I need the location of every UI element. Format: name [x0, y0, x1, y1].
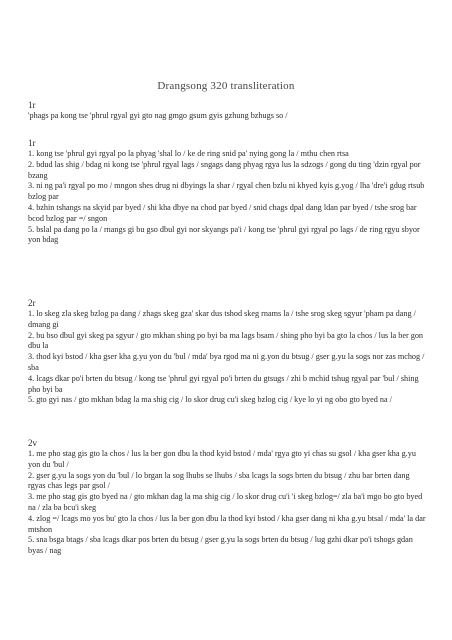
- text-line: 1. lo skeg zla skeg bzlog pa dang / zhags skeg gza' skar dus tshod skeg rnams la / tshe srog skeg sgyur 'pham pa dang / dmang gi: [28, 309, 416, 329]
- text-line: 3. thod kyi bstod / kha gser kha g.yu yon du 'bul / mda' bya rgod ma ni g.yon du btsug / gser g.yu la sogs nor zas mchog / sba: [28, 352, 425, 372]
- text-line: 5. gto gyi nas / gto mkhan bdag la ma shig cig / lo skor drug cu'i skeg bzlog cig / kye lo yi ng obo gto byed na /: [28, 395, 392, 405]
- text-line: 5. bslal pa dang po la / rnangs gi bu gso dbul gyi nor skyangs pa'i / kong tse 'phrul gyi rgyal po lags / de ring rgyu sbyor yon bdag: [28, 224, 420, 245]
- text-line: 2. bu bso dbul gyi skeg pa sgyur / gto mkhan shing po byi ba ma lags bsam / shing pho byi ba gto la chos / lus la ber gon dbu la: [28, 330, 424, 351]
- folio-label: 1r: [28, 138, 36, 148]
- text-line: 4. lcags dkar po'i brten du btsug / kong tse 'phrul gyi rgyal po'i brten du gtsugs / zhi b mchid tshug rgyal par 'bul / shing pho byi ba: [28, 373, 419, 394]
- text-line: 1. kong tse 'phrul gyi rgyal po la phyag 'shal lo / ke de ring snid pa' nying gong la / mthu chen rtsa: [28, 149, 349, 158]
- text-line: 4. zlog =/ lcags mo yos bu' gto la chos / lus la ber gon dbu la thod kyi bstod / kha gser dang ni kha g.yu btsal / mda' la dar mtshon: [28, 513, 426, 534]
- section-1r: [28, 138, 428, 246]
- text-line: 5. sna bsga btags / sba lcags dkar pos brten du btsug / gser g.yu la sogs brten du btsug / lug gzhi dkar po'i tshogs gdan byas / nag: [28, 535, 413, 556]
- section-1r-heading: [28, 100, 428, 122]
- folio-label: 2r: [28, 298, 36, 308]
- folio-label: 2v: [28, 438, 37, 448]
- text-line: 3. ni ng pa'i rgyal po mo / mngon shes drug ni dbyings la shar / rgyal chen bzlu ni khyed kyis g.yog / lha 'dre'i gdug rtsub bzlog par: [28, 181, 425, 202]
- text-line: 1. me pho stag gis gto la chos / lus la ber gon dbu la thod kyid bstod / mda' rgya gto yi chas su gsol / kha gser kha g.yu yon du 'bul /: [28, 449, 416, 469]
- text-line: 'phags pa kong tse 'phrul rgyal gyi gto nag gmgo gsum gyis gzhung bzhugs so /: [28, 111, 288, 120]
- text-line: 2. gser g.yu la sogs yon du 'bul / lo brgan la sog lhubs se lhubs / sba lcags la sogs brten du btsug / zhu bar brten dang rgyas chas legs par gsol /: [28, 470, 410, 491]
- text-line: 2. bdud las shig / bdag ni kong tse 'phrul rgyal lags / sngags dang phyag rgya lus la sdzogs / gong du ting 'dzin rgyal por bzang: [28, 159, 421, 180]
- section-2r: [28, 298, 428, 406]
- section-2v: [28, 438, 428, 557]
- folio-label: 1r: [28, 100, 36, 110]
- text-line: 4. bzhin tshangs na skyid par byed / shi kha dbye na chod par byed / snid chags dpal dang ldan par byed / tshe srog bar bcod bzlog par =/ sngon: [28, 202, 417, 223]
- document-title: Drangsong 320 transliteration: [157, 80, 295, 92]
- text-line: 3. me pho stag gis gto byed na / gto mkhan dag la ma shig cig / lo skor drug cu'i 'i skeg bzlog=/ zla ba'i mgo bo gto byed na / zla ba bcu'i skeg: [28, 492, 423, 512]
